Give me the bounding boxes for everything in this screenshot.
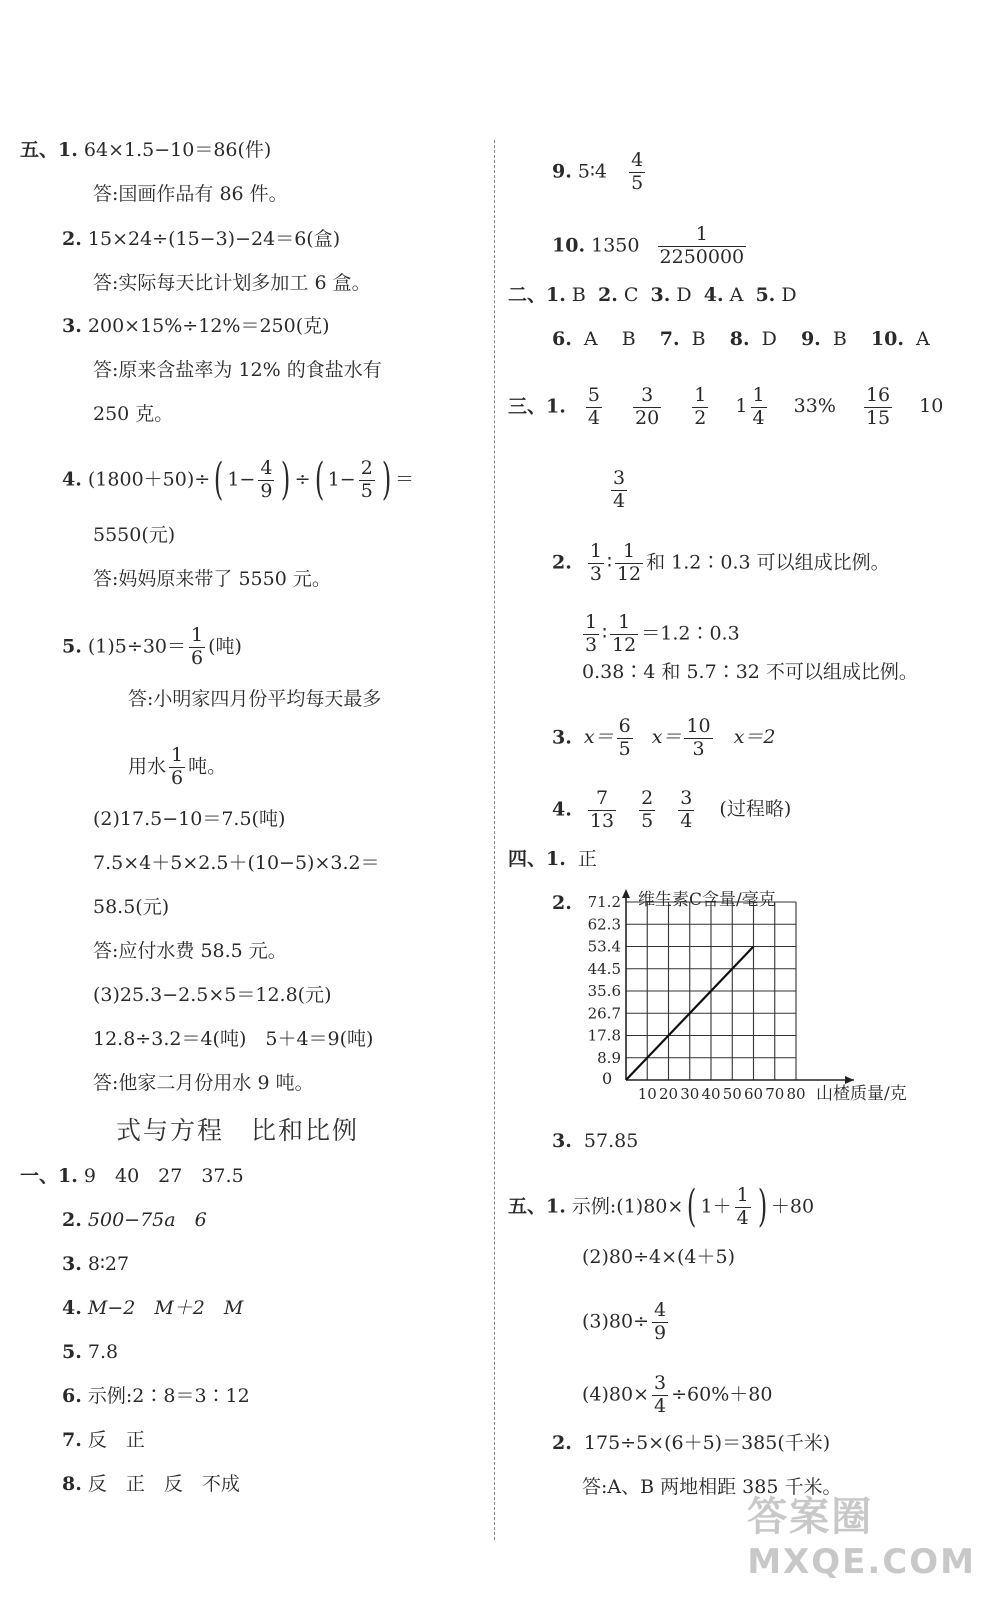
paren: (: [314, 454, 324, 506]
answer: D: [761, 328, 777, 350]
section-marker-4: 四、: [508, 848, 547, 870]
section-marker-2: 二、: [508, 284, 547, 306]
question-number: 7.: [62, 1429, 82, 1451]
answer: 答:国画作品有 86 件。: [93, 183, 288, 205]
s1-q8-line: [62, 1471, 240, 1497]
question-number: 2.: [62, 1209, 82, 1231]
answer: A: [916, 328, 930, 350]
answer: 500−75a 6: [87, 1209, 207, 1231]
x-tick-label: 10: [637, 1085, 657, 1103]
answer: M−2 M＋2 M: [87, 1297, 244, 1319]
s2-row2: [552, 326, 930, 352]
fraction: $\frac{1}{3}$: [585, 611, 598, 656]
fraction: $\frac{3}{4}$: [654, 1372, 667, 1417]
equation: 175÷5×(6＋5)＝385(千米): [583, 1432, 831, 1454]
answer: D: [676, 284, 692, 306]
equation: 12.8÷3.2＝4(吨) 5＋4＝9(吨): [93, 1028, 374, 1050]
fraction: $\frac{4}{5}$: [631, 149, 644, 194]
mixed-whole: 1: [735, 395, 748, 418]
fraction: [608, 468, 630, 513]
equation: 7.5×4＋5×2.5＋(10−5)×3.2＝: [93, 852, 380, 874]
answer: 答:妈妈原来带了 5550 元。: [93, 568, 331, 590]
answer: 7.8: [87, 1341, 119, 1363]
answer: 示例:2∶8＝3∶12: [87, 1385, 250, 1407]
question-number: 10.: [552, 234, 586, 257]
answer: 答:A、B 两地相距 385 千米。: [582, 1476, 842, 1498]
question-number: 9.: [800, 328, 821, 350]
fraction: $\frac{3}{4}$: [680, 787, 693, 832]
fraction: $\frac{1}{6}$: [191, 624, 204, 669]
answer: ＝1.2∶0.3: [641, 622, 740, 645]
x-tick-label: 50: [722, 1085, 742, 1103]
question-number: 1.: [58, 139, 78, 161]
fraction: $\frac{4}{9}$: [654, 1299, 667, 1344]
result: 5550(元): [93, 524, 176, 546]
equation: 15×24÷(15−3)−24＝6(盒): [87, 228, 341, 250]
answer: 反 正: [87, 1429, 145, 1451]
fraction: $\frac{1}{4}$: [736, 1184, 749, 1229]
x-axis-arrow: [845, 1076, 854, 1084]
s1-q2-line: [62, 1207, 207, 1233]
equation: (3)25.3−2.5×5＝12.8(元): [93, 984, 332, 1006]
s3-q4-line: [552, 788, 791, 833]
expr: ÷: [294, 468, 311, 491]
question-number: 1.: [546, 395, 566, 418]
paren: ): [757, 1181, 767, 1233]
answer: D: [781, 284, 797, 306]
expr: ＝: [395, 468, 415, 491]
fraction: $\frac{2}{5}$: [641, 787, 654, 832]
s4-q2-number: [552, 890, 572, 916]
answer: 57.85: [583, 1130, 639, 1152]
fraction: $\frac{4}{9}$: [260, 457, 273, 502]
watermark-line1: 答案圈: [747, 1494, 874, 1540]
origin-label: 0: [602, 1069, 613, 1088]
fraction: $\frac{6}{5}$: [618, 715, 631, 760]
x-axis-label: 山楂质量/克: [816, 1084, 907, 1104]
s1-q5-line: [62, 1339, 118, 1365]
s5-q2-line: [552, 1430, 830, 1456]
expr: 1−: [327, 468, 356, 491]
expr: (1)5÷30＝: [87, 635, 186, 658]
colon: ∶: [602, 622, 608, 645]
s4-q3-line: [552, 1128, 638, 1154]
question-number: 4.: [62, 1297, 82, 1319]
y-tick-label: 35.6: [587, 982, 621, 1000]
s5-q1-line: [20, 137, 271, 163]
answer: 反 正 反 不成: [87, 1473, 240, 1495]
result: 58.5(元): [93, 896, 170, 918]
question-number: 2.: [552, 892, 572, 914]
question-number: 6.: [62, 1385, 82, 1407]
equation: x＝2: [733, 726, 776, 749]
question-number: 6.: [552, 328, 572, 350]
q9-line: [552, 150, 648, 195]
x-tick-label: 40: [701, 1085, 721, 1103]
chart-axes: [622, 889, 854, 1084]
question-number: 2.: [597, 284, 618, 306]
s5-q5-line: [62, 625, 242, 670]
y-tick-label: 71.2: [587, 893, 621, 911]
answer: A: [729, 284, 744, 306]
paren: (: [687, 1181, 697, 1233]
y-axis-arrow: [622, 889, 630, 898]
question-number: 8.: [729, 328, 750, 350]
fraction: $\frac{1}{6}$: [171, 744, 184, 789]
s4-q1-line: [508, 846, 597, 872]
s1-q7-line: [62, 1427, 145, 1453]
s5-q3-line: [62, 313, 330, 339]
equation: x＝: [651, 726, 682, 749]
question-number: 1.: [58, 1165, 78, 1187]
s1-q1-line: [20, 1163, 244, 1189]
question-number: 5.: [62, 1341, 82, 1363]
question-number: 1.: [546, 1195, 566, 1218]
question-number: 5.: [62, 635, 82, 658]
answer: B: [621, 328, 636, 350]
fraction-body: $\frac{3}{4}$: [613, 467, 626, 512]
y-tick-label: 53.4: [587, 937, 621, 956]
question-number: 9.: [552, 160, 572, 183]
question-number: 3.: [650, 284, 671, 306]
fraction: $\frac{1}{3}$: [589, 540, 602, 585]
fraction: $\frac{3}{20}$: [635, 384, 660, 429]
answer: 0.38∶4 和 5.7∶32 不可以组成比例。: [582, 661, 918, 683]
y-axis-label: 维生素C含量/毫克: [638, 890, 776, 910]
question-number: 1.: [546, 284, 566, 306]
question-number: 2.: [552, 551, 572, 574]
answer: 5∶4: [577, 160, 608, 183]
paren: (: [214, 454, 224, 506]
s3-q2-line2: [580, 612, 740, 657]
question-number: 4.: [62, 468, 82, 491]
expr: ÷60%＋80: [671, 1383, 773, 1406]
answer: 8∶27: [87, 1253, 130, 1275]
answer: 1350: [591, 234, 640, 257]
question-number: 2.: [62, 228, 82, 250]
question-number: 3.: [552, 726, 572, 749]
answer: 答:原来含盐率为 12% 的食盐水有: [93, 359, 382, 381]
y-tick-label: 26.7: [587, 1004, 621, 1023]
answer: 250 克。: [93, 403, 174, 425]
fraction: $\frac{2}{5}$: [360, 457, 373, 502]
answer: 正: [577, 848, 597, 870]
expr: (3)80÷: [582, 1310, 650, 1333]
s1-q6-line: [62, 1383, 250, 1409]
watermark: [747, 1485, 976, 1582]
answer: B: [571, 284, 586, 306]
question-number: 4.: [552, 798, 572, 821]
x-tick-label: 20: [658, 1085, 679, 1103]
answer: B: [691, 328, 706, 350]
question-number: 3.: [552, 1130, 572, 1152]
section-marker-3: 三、: [508, 395, 547, 418]
equation: (2)80÷4×(4＋5): [582, 1246, 736, 1268]
column-divider: [494, 140, 495, 1540]
x-tick-label: 30: [680, 1085, 700, 1103]
equation: 200×15%÷12%＝250(克): [87, 315, 330, 337]
fraction: $\frac{1}{12}$: [612, 611, 637, 656]
answer: 用水: [128, 755, 167, 778]
question-number: 8.: [62, 1473, 82, 1495]
s3-q2-line: [552, 541, 890, 586]
fraction: $\frac{1}{2250000}$: [659, 223, 745, 268]
fraction: $\frac{1}{4}$: [752, 384, 765, 429]
section-marker-1: 一、: [20, 1165, 59, 1187]
s5-q1c-line: [582, 1300, 671, 1345]
percent: 33%: [793, 395, 836, 418]
expr: (4)80×: [582, 1383, 650, 1406]
x-tick-label: 60: [743, 1085, 764, 1103]
expr: (1800＋50)÷: [87, 468, 211, 491]
paren: ): [281, 454, 291, 506]
expr: 示例:(1)80×: [571, 1195, 684, 1218]
s5-q1-line: [508, 1181, 815, 1233]
answer: A: [583, 328, 598, 350]
question-number: 3.: [62, 1253, 82, 1275]
fraction: $\frac{1}{12}$: [616, 540, 642, 585]
equation: 64×1.5−10＝86(件): [83, 139, 272, 161]
question-number: 1.: [546, 848, 566, 870]
q10-line: [552, 224, 749, 269]
expr: 1−: [227, 468, 256, 491]
fraction: $\frac{5}{4}$: [587, 384, 600, 429]
y-tick-label: 17.8: [587, 1026, 621, 1045]
s2-row1: [508, 282, 797, 308]
y-tick-label: 8.9: [597, 1048, 621, 1067]
s3-q3-line: [552, 716, 776, 761]
section-heading: 式与方程 比和比例: [116, 1116, 360, 1145]
section-marker-5: 五、: [508, 1195, 547, 1218]
question-number: 4.: [703, 284, 724, 306]
fraction: $\frac{16}{15}$: [865, 384, 891, 429]
s1-q3-line: [62, 1251, 129, 1277]
note: (过程略): [719, 798, 792, 821]
answer: 答:他家二月份用水 9 吨。: [93, 1072, 314, 1094]
answer: 9 40 27 37.5: [83, 1165, 244, 1187]
question-number: 3.: [62, 315, 82, 337]
y-tick-label: 44.5: [587, 959, 621, 978]
x-tick-label: 80: [786, 1085, 806, 1103]
s3-q1-line: [508, 385, 943, 430]
fraction: $\frac{1}{2}$: [694, 384, 707, 429]
question-number: 10.: [870, 328, 904, 350]
fraction: $\frac{7}{13}$: [589, 787, 615, 832]
expr: 1＋: [700, 1195, 732, 1218]
answer: 吨。: [188, 755, 227, 778]
fraction: $\frac{10}{3}$: [686, 715, 711, 760]
answer-line: [128, 745, 226, 790]
x-tick-label: 70: [765, 1085, 785, 1103]
s1-q4-line: [62, 1295, 243, 1321]
y-tick-label: 62.3: [587, 915, 621, 934]
paren: ): [381, 454, 392, 506]
expr: ＋80: [770, 1195, 815, 1218]
line-chart: [570, 885, 996, 1105]
answer: 答:小明家四月份平均每天最多: [128, 688, 382, 710]
answer: 10: [919, 395, 944, 418]
s5-q1d-line: [582, 1373, 772, 1418]
answer: B: [832, 328, 847, 350]
s5-q2-line: [62, 226, 340, 252]
question-number: 7.: [659, 328, 680, 350]
expr: (吨): [208, 635, 242, 658]
question-number: 2.: [552, 1432, 572, 1454]
answer: 和 1.2∶0.3 可以组成比例。: [646, 551, 890, 574]
equation: x＝: [583, 726, 614, 749]
section-marker-5: 五、: [20, 139, 59, 161]
watermark-line2: MXQE.COM: [747, 1542, 976, 1582]
s5-q4-line: [62, 454, 415, 506]
equation: (2)17.5−10＝7.5(吨): [93, 808, 286, 830]
colon: ∶: [606, 551, 612, 574]
answer: C: [623, 284, 639, 306]
answer: 答:实际每天比计划多加工 6 盒。: [93, 272, 371, 294]
question-number: 5.: [755, 284, 776, 306]
answer: 答:应付水费 58.5 元。: [93, 940, 287, 962]
